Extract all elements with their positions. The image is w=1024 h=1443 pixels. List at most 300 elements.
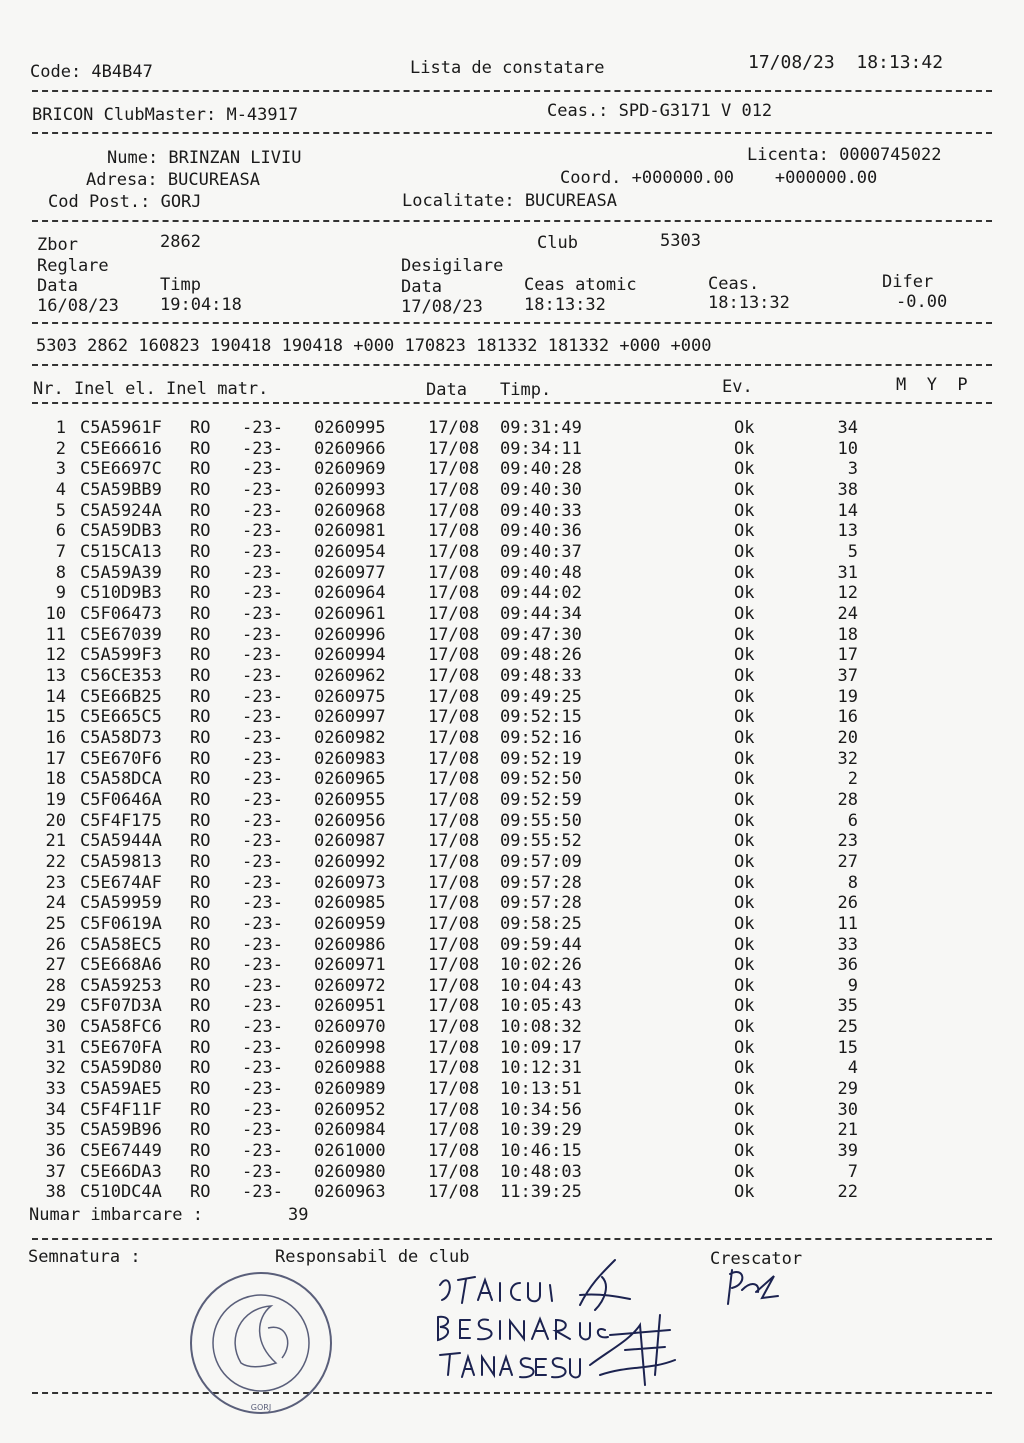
registration-ring: 0260992: [314, 851, 386, 872]
clock-time: 18:13:32: [708, 293, 790, 313]
electronic-ring: C5F0646A: [80, 789, 162, 810]
electronic-ring: C5A5924A: [80, 500, 162, 521]
setting-date-label: Data: [37, 276, 78, 296]
registration-ring: 0260962: [314, 665, 386, 686]
arrival-date: 17/08: [428, 1099, 480, 1120]
arrival-date: 17/08: [428, 418, 480, 438]
arrival-time: 09:49:25: [500, 686, 582, 707]
arrival-date: 17/08: [428, 1037, 480, 1058]
arrival-date: 17/08: [428, 893, 480, 914]
separator: [32, 132, 992, 134]
event-status: Ok: [734, 562, 755, 583]
registration-ring: 0260983: [314, 748, 386, 769]
table-row: [0, 521, 1024, 542]
arrival-time: 10:08:32: [500, 1017, 582, 1038]
arrival-date: 17/08: [428, 459, 480, 480]
arrival-time: 09:52:50: [500, 769, 582, 790]
arrival-date: 17/08: [428, 645, 480, 666]
arrival-date: 17/08: [428, 624, 480, 645]
row-number: 32: [45, 1058, 66, 1079]
arrival-time: 09:44:34: [500, 603, 582, 624]
row-number: 37: [45, 1161, 66, 1182]
registration-ring: 0260993: [314, 479, 386, 500]
registration-ring: 0260966: [314, 438, 386, 459]
event-status: Ok: [734, 1079, 755, 1100]
event-status: Ok: [734, 893, 755, 914]
country-code: RO: [190, 831, 211, 852]
registration-ring: 0260968: [314, 500, 386, 521]
arrival-time: 10:09:17: [500, 1037, 582, 1058]
row-number: 7: [55, 541, 66, 562]
table-header-time: Timp.: [500, 380, 552, 400]
table-row: [0, 1120, 1024, 1141]
country-code: RO: [190, 1141, 211, 1162]
arrival-time: 09:52:59: [500, 789, 582, 810]
arrival-time: 10:05:43: [500, 996, 582, 1017]
ring-year: -23-: [242, 1120, 283, 1141]
unseal-date-label: Data: [401, 277, 442, 297]
basket-position: 26: [837, 893, 858, 914]
arrival-date: 17/08: [428, 500, 480, 521]
basket-position: 30: [837, 1099, 858, 1120]
table-row: [0, 1038, 1024, 1059]
basket-position: 13: [837, 521, 858, 542]
electronic-ring: C5E670F6: [80, 748, 162, 769]
table-row: [0, 728, 1024, 749]
row-number: 22: [45, 851, 66, 872]
table-row: [0, 625, 1024, 646]
basket-position: 29: [837, 1079, 858, 1100]
country-code: RO: [190, 955, 211, 976]
event-status: Ok: [734, 872, 755, 893]
arrival-time: 09:40:48: [500, 562, 582, 583]
event-status: Ok: [734, 996, 755, 1017]
arrival-date: 17/08: [428, 521, 480, 542]
setting-time: 19:04:18: [160, 295, 242, 315]
ring-year: -23-: [242, 913, 283, 934]
ring-year: -23-: [242, 1017, 283, 1038]
row-number: 31: [45, 1037, 66, 1058]
arrival-date: 17/08: [428, 789, 480, 810]
electronic-ring: C5A58FC6: [80, 1017, 162, 1038]
country-code: RO: [190, 748, 211, 769]
arrival-time: 10:46:15: [500, 1141, 582, 1162]
ring-year: -23-: [242, 645, 283, 666]
country-code: RO: [190, 562, 211, 583]
electronic-ring: C5A59D80: [80, 1058, 162, 1079]
ring-year: -23-: [242, 541, 283, 562]
ring-year: -23-: [242, 810, 283, 831]
registration-ring: 0260965: [314, 769, 386, 790]
row-number: 15: [45, 707, 66, 728]
arrival-time: 09:55:52: [500, 831, 582, 852]
electronic-ring: C5F0619A: [80, 913, 162, 934]
ring-year: -23-: [242, 727, 283, 748]
registration-ring: 0260961: [314, 603, 386, 624]
ring-year: -23-: [242, 500, 283, 521]
basket-position: 14: [837, 500, 858, 521]
arrival-time: 09:48:33: [500, 665, 582, 686]
electronic-ring: C5E66DA3: [80, 1161, 162, 1182]
arrival-date: 17/08: [428, 1017, 480, 1038]
registration-ring: 0260963: [314, 1182, 386, 1203]
country-code: RO: [190, 645, 211, 666]
row-number: 28: [45, 975, 66, 996]
basket-position: 20: [837, 727, 858, 748]
electronic-ring: C5F07D3A: [80, 996, 162, 1017]
electronic-ring: C5A5944A: [80, 831, 162, 852]
event-status: Ok: [734, 686, 755, 707]
table-row: [0, 893, 1024, 914]
arrival-date: 17/08: [428, 1058, 480, 1079]
arrival-date: 17/08: [428, 810, 480, 831]
table-row: [0, 955, 1024, 976]
handwritten-signatures: [430, 1255, 690, 1395]
registration-ring: 0260954: [314, 541, 386, 562]
basket-position: 12: [837, 583, 858, 604]
basket-position: 11: [837, 913, 858, 934]
basket-position: 36: [837, 955, 858, 976]
ring-year: -23-: [242, 893, 283, 914]
electronic-ring: C5E670FA: [80, 1037, 162, 1058]
basket-position: 38: [837, 479, 858, 500]
row-number: 1: [55, 418, 66, 438]
registration-ring: 0260971: [314, 955, 386, 976]
registration-ring: 0261000: [314, 1141, 386, 1162]
electronic-ring: C5F06473: [80, 603, 162, 624]
row-number: 6: [55, 521, 66, 542]
event-status: Ok: [734, 1099, 755, 1120]
ring-year: -23-: [242, 665, 283, 686]
clubmaster-id: BRICON ClubMaster: M-43917: [32, 105, 299, 125]
breeder-label: Crescator: [710, 1249, 803, 1269]
country-code: RO: [190, 665, 211, 686]
event-status: Ok: [734, 1161, 755, 1182]
event-status: Ok: [734, 810, 755, 831]
registration-ring: 0260959: [314, 913, 386, 934]
basket-position: 24: [837, 603, 858, 624]
ring-year: -23-: [242, 603, 283, 624]
arrival-date: 17/08: [428, 975, 480, 996]
electronic-ring: C515CA13: [80, 541, 162, 562]
table-row: [0, 976, 1024, 997]
difference-value: -0.00: [896, 292, 948, 312]
electronic-ring: C5A59253: [80, 975, 162, 996]
arrival-time: 10:02:26: [500, 955, 582, 976]
event-status: Ok: [734, 459, 755, 480]
basket-position: 25: [837, 1017, 858, 1038]
event-status: Ok: [734, 727, 755, 748]
row-number: 5: [55, 500, 66, 521]
arrival-time: 09:59:44: [500, 934, 582, 955]
ring-year: -23-: [242, 955, 283, 976]
row-number: 16: [45, 727, 66, 748]
arrival-date: 17/08: [428, 1141, 480, 1162]
signature-label: Semnatura :: [28, 1247, 141, 1267]
basket-position: 31: [837, 562, 858, 583]
arrival-date: 17/08: [428, 769, 480, 790]
table-row: [0, 996, 1024, 1017]
table-row: [0, 769, 1024, 790]
ring-year: -23-: [242, 1099, 283, 1120]
summary-line: 5303 2862 160823 190418 190418 +000 170823 181332 181332 +000 +000: [36, 336, 712, 356]
coordinates: Coord. +000000.00 +000000.00: [560, 168, 878, 188]
boarding-count: 39: [288, 1205, 309, 1225]
registration-ring: 0260984: [314, 1120, 386, 1141]
document-title: Lista de constatare: [410, 58, 605, 78]
event-status: Ok: [734, 975, 755, 996]
registration-ring: 0260973: [314, 872, 386, 893]
table-row: [0, 583, 1024, 604]
row-number: 24: [45, 893, 66, 914]
event-status: Ok: [734, 1058, 755, 1079]
table-row: [0, 1079, 1024, 1100]
event-status: Ok: [734, 521, 755, 542]
event-status: Ok: [734, 603, 755, 624]
print-datetime: 17/08/23 18:13:42: [748, 52, 944, 73]
arrival-time: 09:57:09: [500, 851, 582, 872]
event-status: Ok: [734, 418, 755, 438]
country-code: RO: [190, 1120, 211, 1141]
table-row: [0, 811, 1024, 832]
arrival-time: 09:40:33: [500, 500, 582, 521]
separator: [32, 220, 992, 222]
atomic-clock-time: 18:13:32: [524, 295, 606, 315]
table-row: [0, 790, 1024, 811]
arrival-date: 17/08: [428, 562, 480, 583]
basket-position: 35: [837, 996, 858, 1017]
arrival-time: 10:39:29: [500, 1120, 582, 1141]
ring-year: -23-: [242, 996, 283, 1017]
electronic-ring: C5E67449: [80, 1141, 162, 1162]
basket-position: 19: [837, 686, 858, 707]
arrival-date: 17/08: [428, 479, 480, 500]
table-header-event: Ev.: [722, 377, 753, 397]
basket-position: 33: [837, 934, 858, 955]
row-number: 3: [55, 459, 66, 480]
arrival-date: 17/08: [428, 686, 480, 707]
basket-position: 27: [837, 851, 858, 872]
country-code: RO: [190, 872, 211, 893]
row-number: 20: [45, 810, 66, 831]
ring-year: -23-: [242, 438, 283, 459]
country-code: RO: [190, 1037, 211, 1058]
country-code: RO: [190, 1182, 211, 1203]
event-status: Ok: [734, 645, 755, 666]
club-number: 5303: [660, 231, 701, 251]
arrival-time: 09:48:26: [500, 645, 582, 666]
club-label: Club: [537, 233, 578, 253]
row-number: 34: [45, 1099, 66, 1120]
table-row: [0, 480, 1024, 501]
table-row: [0, 418, 1024, 439]
country-code: RO: [190, 438, 211, 459]
ring-year: -23-: [242, 769, 283, 790]
arrival-date: 17/08: [428, 1079, 480, 1100]
registration-ring: 0260989: [314, 1079, 386, 1100]
setting-label: Reglare: [37, 256, 109, 276]
registration-ring: 0260985: [314, 893, 386, 914]
country-code: RO: [190, 996, 211, 1017]
basket-position: 22: [837, 1182, 858, 1203]
arrival-date: 17/08: [428, 913, 480, 934]
table-header-myp: M Y P: [896, 375, 968, 395]
event-status: Ok: [734, 1037, 755, 1058]
electronic-ring: C5A59BB9: [80, 479, 162, 500]
row-number: 2: [55, 438, 66, 459]
table-row: [0, 707, 1024, 728]
electronic-ring: C5A599F3: [80, 645, 162, 666]
event-status: Ok: [734, 624, 755, 645]
owner-name: Nume: BRINZAN LIVIU: [107, 148, 302, 168]
event-status: Ok: [734, 479, 755, 500]
flight-number: 2862: [160, 232, 201, 252]
registration-ring: 0260995: [314, 418, 386, 438]
country-code: RO: [190, 624, 211, 645]
row-number: 13: [45, 665, 66, 686]
electronic-ring: C5A59B96: [80, 1120, 162, 1141]
basket-position: 6: [847, 810, 858, 831]
registration-ring: 0260969: [314, 459, 386, 480]
arrival-time: 09:40:36: [500, 521, 582, 542]
country-code: RO: [190, 1079, 211, 1100]
arrival-date: 17/08: [428, 955, 480, 976]
electronic-ring: C5E668A6: [80, 955, 162, 976]
row-number: 9: [55, 583, 66, 604]
ring-year: -23-: [242, 707, 283, 728]
table-row: [0, 831, 1024, 852]
ring-year: -23-: [242, 1182, 283, 1203]
setting-time-label: Timp: [160, 275, 201, 295]
clock-label: Ceas.: [708, 274, 760, 294]
country-code: RO: [190, 707, 211, 728]
basket-position: 10: [837, 438, 858, 459]
country-code: RO: [190, 541, 211, 562]
arrival-date: 17/08: [428, 1120, 480, 1141]
basket-position: 37: [837, 665, 858, 686]
arrival-time: 09:40:30: [500, 479, 582, 500]
table-row: [0, 873, 1024, 894]
ring-year: -23-: [242, 872, 283, 893]
registration-ring: 0260981: [314, 521, 386, 542]
difference-label: Difer: [882, 272, 934, 292]
country-code: RO: [190, 500, 211, 521]
atomic-clock-label: Ceas atomic: [524, 275, 637, 295]
row-number: 4: [55, 479, 66, 500]
basket-position: 28: [837, 789, 858, 810]
arrival-date: 17/08: [428, 872, 480, 893]
setting-date: 16/08/23: [37, 296, 119, 316]
electronic-ring: C5F4F175: [80, 810, 162, 831]
table-row: [0, 749, 1024, 770]
basket-position: 2: [847, 769, 858, 790]
electronic-ring: C5A59813: [80, 851, 162, 872]
basket-position: 23: [837, 831, 858, 852]
table-row: [0, 563, 1024, 584]
country-code: RO: [190, 1058, 211, 1079]
event-status: Ok: [734, 1120, 755, 1141]
license-number: Licenta: 0000745022: [747, 145, 942, 165]
owner-address: Adresa: BUCUREASA: [86, 170, 260, 190]
registration-ring: 0260972: [314, 975, 386, 996]
basket-position: 16: [837, 707, 858, 728]
basket-position: 8: [847, 872, 858, 893]
table-row: [0, 914, 1024, 935]
country-code: RO: [190, 975, 211, 996]
arrival-time: 09:44:02: [500, 583, 582, 604]
country-code: RO: [190, 1161, 211, 1182]
row-number: 27: [45, 955, 66, 976]
row-number: 21: [45, 831, 66, 852]
country-code: RO: [190, 521, 211, 542]
electronic-ring: C5A59959: [80, 893, 162, 914]
arrival-time: 09:31:49: [500, 418, 582, 438]
row-number: 35: [45, 1120, 66, 1141]
arrival-date: 17/08: [428, 727, 480, 748]
event-status: Ok: [734, 1141, 755, 1162]
row-number: 8: [55, 562, 66, 583]
arrival-date: 17/08: [428, 583, 480, 604]
row-number: 26: [45, 934, 66, 955]
ring-year: -23-: [242, 831, 283, 852]
basket-position: 7: [847, 1161, 858, 1182]
registration-ring: 0260970: [314, 1017, 386, 1038]
basket-position: 3: [847, 459, 858, 480]
ring-year: -23-: [242, 583, 283, 604]
arrival-date: 17/08: [428, 1161, 480, 1182]
event-status: Ok: [734, 748, 755, 769]
boarding-count-label: Numar imbarcare :: [29, 1205, 203, 1225]
ring-year: -23-: [242, 1037, 283, 1058]
event-status: Ok: [734, 769, 755, 790]
arrival-date: 17/08: [428, 1182, 480, 1203]
unseal-date: 17/08/23: [401, 297, 483, 317]
basket-position: 4: [847, 1058, 858, 1079]
ring-year: -23-: [242, 686, 283, 707]
country-code: RO: [190, 1017, 211, 1038]
registration-ring: 0260987: [314, 831, 386, 852]
event-status: Ok: [734, 583, 755, 604]
table-row: [0, 666, 1024, 687]
clock-id: Ceas.: SPD-G3171 V 012: [547, 101, 773, 121]
event-status: Ok: [734, 955, 755, 976]
row-number: 29: [45, 996, 66, 1017]
registration-ring: 0260964: [314, 583, 386, 604]
basket-position: 15: [837, 1037, 858, 1058]
country-code: RO: [190, 913, 211, 934]
event-status: Ok: [734, 707, 755, 728]
row-number: 33: [45, 1079, 66, 1100]
registration-ring: 0260952: [314, 1099, 386, 1120]
federation-stamp: [186, 1268, 336, 1418]
registration-ring: 0260977: [314, 562, 386, 583]
basket-position: 17: [837, 645, 858, 666]
arrival-time: 09:58:25: [500, 913, 582, 934]
arrival-time: 10:04:43: [500, 975, 582, 996]
ring-year: -23-: [242, 624, 283, 645]
electronic-ring: C5E6697C: [80, 459, 162, 480]
registration-ring: 0260998: [314, 1037, 386, 1058]
event-status: Ok: [734, 541, 755, 562]
country-code: RO: [190, 934, 211, 955]
separator: [32, 402, 992, 404]
row-number: 18: [45, 769, 66, 790]
event-status: Ok: [734, 1017, 755, 1038]
country-code: RO: [190, 479, 211, 500]
postal-code: Cod Post.: GORJ: [48, 192, 202, 212]
table-header-date: Data: [426, 380, 467, 400]
country-code: RO: [190, 583, 211, 604]
